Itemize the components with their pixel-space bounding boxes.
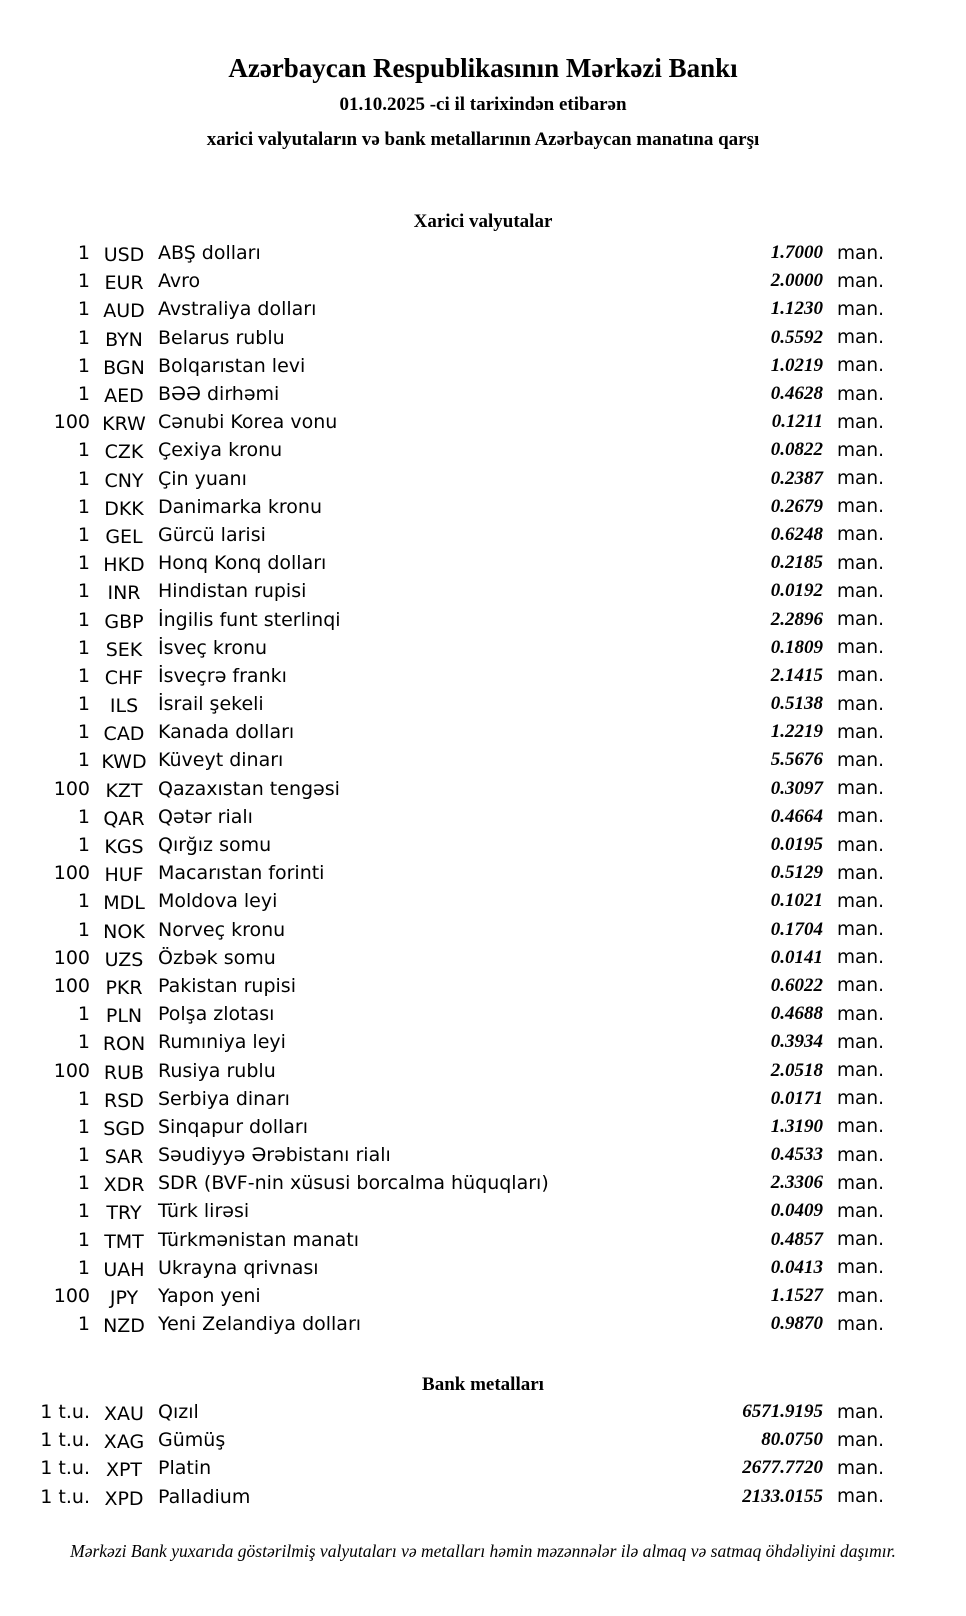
rate-value-cell: 0.0192 — [770, 580, 823, 602]
unit-label-cell: man. — [837, 524, 884, 546]
currency-name-cell: Küveyt dinarı — [158, 749, 284, 772]
table-row — [0, 239, 966, 267]
currency-code-cell: BGN — [103, 356, 145, 379]
rate-value-cell: 0.2185 — [770, 552, 823, 574]
rate-value-cell: 0.9870 — [770, 1313, 823, 1335]
table-row — [0, 944, 966, 972]
unit-label-cell: man. — [837, 806, 884, 828]
currency-code-cell: TMT — [104, 1230, 144, 1253]
table-row — [0, 1113, 966, 1141]
currency-code-cell: EUR — [104, 272, 144, 295]
table-row — [0, 1056, 966, 1084]
currency-name-cell: Macarıstan forinti — [158, 862, 325, 885]
table-row — [0, 1398, 966, 1426]
currency-name-cell: Yeni Zelandiya dolları — [158, 1313, 362, 1336]
unit-label-cell: man. — [837, 637, 884, 659]
rate-value-cell: 5.5676 — [770, 749, 823, 771]
currency-name-cell: Özbək somu — [158, 946, 276, 969]
unit-label-cell: man. — [837, 327, 884, 349]
currency-code-cell: XPD — [104, 1487, 144, 1510]
quantity-cell: 1 — [77, 1003, 90, 1026]
table-row — [0, 436, 966, 464]
rate-value-cell: 0.6022 — [770, 974, 823, 996]
currency-code-cell: HUF — [104, 864, 144, 887]
unit-label-cell: man. — [837, 778, 884, 800]
currency-name-cell: Qızıl — [158, 1401, 199, 1424]
rate-value-cell: 0.5138 — [770, 693, 823, 715]
currency-name-cell: Yapon yeni — [158, 1285, 261, 1308]
unit-label-cell: man. — [837, 242, 884, 264]
rate-value-cell: 2.1415 — [770, 664, 823, 686]
quantity-cell: 1 — [77, 636, 90, 659]
unit-label-cell: man. — [837, 749, 884, 771]
table-row — [0, 718, 966, 746]
quantity-cell: 1 — [77, 298, 90, 321]
currency-name-cell: İsveçrə frankı — [158, 664, 287, 687]
table-row — [0, 324, 966, 352]
currency-code-cell: HKD — [103, 554, 145, 577]
currency-code-cell: DKK — [104, 497, 144, 520]
table-row — [0, 1169, 966, 1197]
table-row — [0, 408, 966, 436]
quantity-cell: 100 — [53, 411, 90, 434]
table-row — [0, 690, 966, 718]
unit-label-cell: man. — [837, 975, 884, 997]
table-row — [0, 1197, 966, 1225]
quantity-cell: 1 — [77, 805, 90, 828]
rate-value-cell: 0.4688 — [770, 1003, 823, 1025]
unit-label-cell: man. — [837, 468, 884, 490]
unit-label-cell: man. — [837, 947, 884, 969]
table-row — [0, 1000, 966, 1028]
currency-code-cell: SEK — [105, 638, 143, 661]
rate-value-cell: 2.0518 — [770, 1059, 823, 1081]
currency-code-cell: UZS — [104, 948, 144, 971]
unit-label-cell: man. — [837, 1257, 884, 1279]
table-row — [0, 605, 966, 633]
quantity-cell: 100 — [53, 1059, 90, 1082]
unit-label-cell: man. — [837, 1144, 884, 1166]
currency-name-cell: Ukrayna qrivnası — [158, 1256, 319, 1279]
unit-label-cell: man. — [837, 1088, 884, 1110]
quantity-cell: 1 — [77, 693, 90, 716]
quantity-cell: 1 — [77, 1200, 90, 1223]
quantity-cell: 1 — [77, 495, 90, 518]
currency-code-cell: MDL — [103, 892, 145, 915]
quantity-cell: 100 — [53, 974, 90, 997]
rate-value-cell: 2.0000 — [770, 270, 823, 292]
metals-table — [0, 1398, 966, 1511]
currency-name-cell: Platin — [158, 1457, 212, 1480]
unit-label-cell: man. — [837, 1229, 884, 1251]
table-row — [0, 916, 966, 944]
quantity-cell: 1 — [77, 326, 90, 349]
currency-code-cell: RON — [102, 1033, 146, 1056]
table-row — [0, 662, 966, 690]
currency-code-cell: CHF — [104, 666, 144, 689]
quantity-cell: 1 — [77, 354, 90, 377]
rate-value-cell: 2.3306 — [770, 1172, 823, 1194]
currency-name-cell: Rusiya rublu — [158, 1059, 276, 1082]
table-row — [0, 1454, 966, 1482]
rate-value-cell: 0.1211 — [771, 411, 823, 433]
unit-label-cell: man. — [837, 411, 884, 433]
rate-value-cell: 0.3097 — [770, 777, 823, 799]
quantity-cell: 1 — [77, 270, 90, 293]
table-row — [0, 634, 966, 662]
rate-value-cell: 2.2896 — [770, 608, 823, 630]
currency-section-title: Xarici valyutalar — [413, 211, 553, 232]
currency-name-cell: Moldova leyi — [158, 890, 278, 913]
quantity-cell: 1 — [77, 721, 90, 744]
currency-code-cell: CAD — [103, 723, 145, 746]
currency-code-cell: SGD — [103, 1117, 145, 1140]
currency-name-cell: Türkmənistan manatı — [158, 1228, 360, 1251]
rate-value-cell: 0.0195 — [770, 834, 823, 856]
rate-value-cell: 0.1704 — [770, 918, 823, 940]
table-row — [0, 859, 966, 887]
quantity-cell: 100 — [53, 862, 90, 885]
currency-code-cell: PLN — [105, 1005, 143, 1028]
quantity-cell: 1 — [77, 608, 90, 631]
quantity-cell: 1 — [77, 1313, 90, 1336]
table-row — [0, 380, 966, 408]
rate-value-cell: 0.0409 — [770, 1200, 823, 1222]
table-row — [0, 1028, 966, 1056]
rate-value-cell: 0.5592 — [770, 326, 823, 348]
unit-label-cell: man. — [837, 496, 884, 518]
currency-name-cell: Hindistan rupisi — [158, 580, 307, 603]
currency-name-cell: Qazaxıstan tengəsi — [158, 777, 340, 800]
unit-label-cell: man. — [837, 1486, 884, 1508]
quantity-cell: 1 — [77, 1256, 90, 1279]
quantity-cell: 1 — [77, 834, 90, 857]
currency-code-cell: TRY — [106, 1202, 142, 1225]
quantity-cell: 1 — [77, 242, 90, 265]
table-row — [0, 1141, 966, 1169]
quantity-cell: 1 — [77, 1031, 90, 1054]
table-row — [0, 1310, 966, 1338]
currency-name-cell: Qətər rialı — [158, 805, 253, 828]
table-row — [0, 1085, 966, 1113]
currency-code-cell: PKR — [105, 976, 143, 999]
unit-label-cell: man. — [837, 1200, 884, 1222]
quantity-cell: 100 — [53, 1285, 90, 1308]
currency-name-cell: İngilis funt sterlinqi — [158, 608, 341, 631]
rate-value-cell: 0.4533 — [770, 1144, 823, 1166]
unit-label-cell: man. — [837, 1429, 884, 1451]
page-subtitle: xarici valyutaların və bank metallarının Azərbaycan manatına qarşı — [206, 129, 760, 150]
currency-name-cell: Qırğız somu — [158, 834, 272, 857]
currency-name-cell: Kanada dolları — [158, 721, 295, 744]
table-row — [0, 887, 966, 915]
currency-name-cell: Polşa zlotası — [158, 1003, 275, 1026]
rate-value-cell: 1.0219 — [770, 354, 823, 376]
rate-value-cell: 1.7000 — [770, 242, 823, 264]
currency-name-cell: Palladium — [158, 1485, 251, 1508]
currency-code-cell: AED — [104, 385, 144, 408]
currency-name-cell: Səudiyyə Ərəbistanı rialı — [158, 1144, 391, 1167]
currency-name-cell: Rumıniya leyi — [158, 1031, 286, 1054]
effective-date-line: 01.10.2025 -ci il tarixindən etibarən — [339, 94, 627, 115]
currency-code-cell: INR — [107, 582, 141, 605]
table-row — [0, 1426, 966, 1454]
unit-label-cell: man. — [837, 1060, 884, 1082]
metals-section-title: Bank metalları — [422, 1374, 544, 1395]
currency-name-cell: BƏƏ dirhəmi — [158, 383, 280, 406]
rate-value-cell: 0.5129 — [770, 862, 823, 884]
currency-code-cell: RUB — [103, 1061, 145, 1084]
currency-code-cell: SAR — [104, 1146, 144, 1169]
rate-value-cell: 0.1021 — [770, 890, 823, 912]
currency-name-cell: Gümüş — [158, 1429, 226, 1452]
rate-value-cell: 0.0822 — [770, 439, 823, 461]
quantity-cell: 1 — [77, 580, 90, 603]
unit-label-cell: man. — [837, 919, 884, 941]
unit-label-cell: man. — [837, 693, 884, 715]
quantity-cell: 1 — [77, 1228, 90, 1251]
unit-label-cell: man. — [837, 1285, 884, 1307]
unit-label-cell: man. — [837, 1313, 884, 1335]
currency-code-cell: RSD — [104, 1089, 144, 1112]
quantity-cell: 1 — [77, 749, 90, 772]
table-row — [0, 746, 966, 774]
quantity-cell: 1 — [77, 890, 90, 913]
rate-value-cell: 80.0750 — [761, 1429, 823, 1451]
currency-code-cell: ILS — [109, 695, 139, 718]
unit-label-cell: man. — [837, 665, 884, 687]
unit-label-cell: man. — [837, 834, 884, 856]
unit-label-cell: man. — [837, 862, 884, 884]
currency-name-cell: Serbiya dinarı — [158, 1087, 290, 1110]
unit-label-cell: man. — [837, 721, 884, 743]
quantity-cell: 1 — [77, 1144, 90, 1167]
currency-code-cell: XDR — [103, 1174, 145, 1197]
unit-label-cell: man. — [837, 439, 884, 461]
currency-code-cell: KGS — [104, 836, 144, 859]
rate-value-cell: 0.4857 — [770, 1228, 823, 1250]
currency-name-cell: Bolqarıstan levi — [158, 354, 306, 377]
quantity-cell: 100 — [53, 777, 90, 800]
rate-value-cell: 0.3934 — [770, 1031, 823, 1053]
rate-value-cell: 2133.0155 — [742, 1485, 823, 1507]
unit-label-cell: man. — [837, 580, 884, 602]
rate-value-cell: 0.4628 — [770, 383, 823, 405]
currency-table — [0, 239, 966, 1338]
quantity-cell: 1 — [77, 552, 90, 575]
table-row — [0, 803, 966, 831]
quantity-cell: 1 t.u. — [40, 1485, 90, 1508]
quantity-cell: 100 — [53, 946, 90, 969]
currency-name-cell: Gürcü larisi — [158, 523, 266, 546]
rate-value-cell: 0.0171 — [770, 1087, 823, 1109]
quantity-cell: 1 t.u. — [40, 1401, 90, 1424]
unit-label-cell: man. — [837, 355, 884, 377]
table-row — [0, 493, 966, 521]
table-row — [0, 1254, 966, 1282]
table-row — [0, 775, 966, 803]
currency-code-cell: GBP — [104, 610, 144, 633]
table-row — [0, 521, 966, 549]
currency-code-cell: CNY — [104, 469, 144, 492]
quantity-cell: 1 — [77, 1115, 90, 1138]
currency-code-cell: BYN — [105, 328, 143, 351]
currency-name-cell: Çexiya kronu — [158, 439, 283, 462]
table-row — [0, 577, 966, 605]
currency-code-cell: XPT — [105, 1459, 143, 1482]
rate-value-cell: 1.3190 — [770, 1115, 823, 1137]
unit-label-cell: man. — [837, 609, 884, 631]
table-row — [0, 352, 966, 380]
table-row — [0, 831, 966, 859]
currency-code-cell: UAH — [103, 1258, 145, 1281]
currency-name-cell: SDR (BVF-nin xüsusi borcalma hüquqları) — [158, 1172, 549, 1195]
unit-label-cell: man. — [837, 890, 884, 912]
table-row — [0, 465, 966, 493]
unit-label-cell: man. — [837, 1172, 884, 1194]
unit-label-cell: man. — [837, 1116, 884, 1138]
rate-value-cell: 1.1527 — [770, 1285, 823, 1307]
unit-label-cell: man. — [837, 1003, 884, 1025]
unit-label-cell: man. — [837, 1457, 884, 1479]
unit-label-cell: man. — [837, 270, 884, 292]
currency-code-cell: NZD — [103, 1315, 145, 1338]
rate-value-cell: 1.2219 — [770, 721, 823, 743]
quantity-cell: 1 — [77, 918, 90, 941]
rate-value-cell: 0.2387 — [770, 467, 823, 489]
rate-value-cell: 0.6248 — [770, 523, 823, 545]
currency-name-cell: Danimarka kronu — [158, 495, 323, 518]
unit-label-cell: man. — [837, 298, 884, 320]
currency-code-cell: KZT — [105, 779, 143, 802]
rate-value-cell: 0.0141 — [770, 946, 823, 968]
quantity-cell: 1 — [77, 1087, 90, 1110]
rate-value-cell: 0.1809 — [770, 636, 823, 658]
currency-name-cell: Belarus rublu — [158, 326, 285, 349]
quantity-cell: 1 — [77, 439, 90, 462]
currency-name-cell: İsrail şekeli — [158, 693, 264, 716]
table-row — [0, 972, 966, 1000]
currency-code-cell: XAG — [103, 1431, 145, 1454]
currency-code-cell: JPY — [109, 1287, 139, 1310]
currency-name-cell: Çin yuanı — [158, 467, 247, 490]
quantity-cell: 1 — [77, 664, 90, 687]
currency-name-cell: Türk lirəsi — [158, 1200, 250, 1223]
table-row — [0, 1483, 966, 1511]
disclaimer-text: Mərkəzi Bank yuxarıda göstərilmiş valyutaları və metalları həmin məzənnələr ilə almaq və satmaq öhdəliyini daşımır. — [70, 1541, 896, 1561]
currency-code-cell: GEL — [105, 525, 143, 548]
currency-name-cell: Avstraliya dolları — [158, 298, 317, 321]
currency-name-cell: Norveç kronu — [158, 918, 286, 941]
rate-value-cell: 1.1230 — [770, 298, 823, 320]
table-row — [0, 1226, 966, 1254]
currency-code-cell: XAU — [104, 1403, 144, 1426]
currency-code-cell: NOK — [103, 920, 145, 943]
rate-value-cell: 0.4664 — [770, 805, 823, 827]
table-row — [0, 267, 966, 295]
table-row — [0, 295, 966, 323]
table-row — [0, 1282, 966, 1310]
currency-code-cell: AUD — [103, 300, 145, 323]
quantity-cell: 1 t.u. — [40, 1457, 90, 1480]
currency-name-cell: Avro — [158, 270, 201, 293]
currency-code-cell: KRW — [102, 413, 146, 436]
currency-name-cell: Pakistan rupisi — [158, 974, 296, 997]
rate-value-cell: 0.2679 — [770, 495, 823, 517]
currency-code-cell: CZK — [104, 441, 144, 464]
currency-name-cell: Cənubi Korea vonu — [158, 411, 338, 434]
quantity-cell: 1 — [77, 467, 90, 490]
page-title: Azərbaycan Respublikasının Mərkəzi Bankı — [228, 53, 738, 83]
rate-value-cell: 2677.7720 — [742, 1457, 823, 1479]
unit-label-cell: man. — [837, 1031, 884, 1053]
quantity-cell: 1 — [77, 383, 90, 406]
currency-name-cell: Honq Konq dolları — [158, 552, 327, 575]
currency-name-cell: İsveç kronu — [158, 636, 268, 659]
quantity-cell: 1 — [77, 1172, 90, 1195]
unit-label-cell: man. — [837, 552, 884, 574]
quantity-cell: 1 t.u. — [40, 1429, 90, 1452]
rate-value-cell: 6571.9195 — [742, 1401, 823, 1423]
quantity-cell: 1 — [77, 523, 90, 546]
rate-value-cell: 0.0413 — [770, 1256, 823, 1278]
currency-name-cell: ABŞ dolları — [158, 242, 261, 265]
currency-code-cell: KWD — [101, 751, 147, 774]
table-row — [0, 549, 966, 577]
unit-label-cell: man. — [837, 1401, 884, 1423]
unit-label-cell: man. — [837, 383, 884, 405]
currency-code-cell: QAR — [103, 807, 145, 830]
currency-name-cell: Sinqapur dolları — [158, 1115, 309, 1138]
currency-code-cell: USD — [103, 244, 145, 267]
